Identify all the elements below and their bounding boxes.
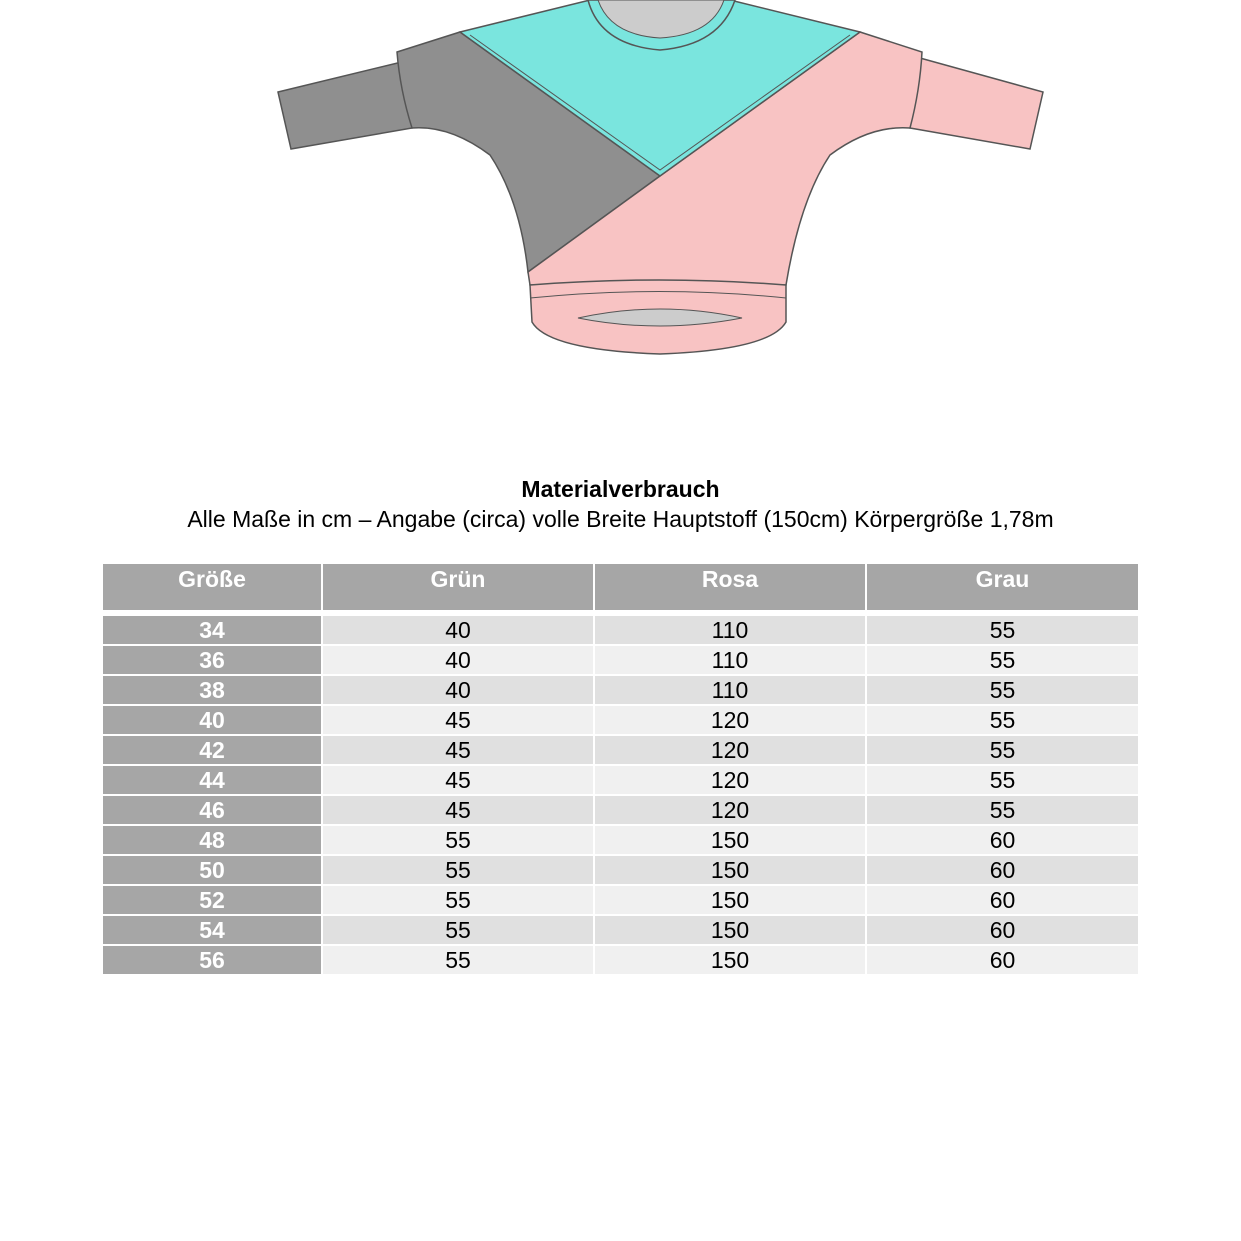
cell-size: 40 (103, 706, 323, 736)
cell-size: 44 (103, 766, 323, 796)
table-row (103, 616, 1138, 646)
cell-green: 40 (323, 616, 595, 646)
cell-size: 48 (103, 826, 323, 856)
cell-pink: 120 (595, 706, 867, 736)
table-row (103, 916, 1138, 946)
cell-pink: 110 (595, 676, 867, 706)
cell-size: 56 (103, 946, 323, 976)
header-size: Größe (103, 564, 323, 610)
table-header-row (103, 564, 1138, 610)
material-table-wrap (103, 564, 1138, 976)
table-row (103, 796, 1138, 826)
table-row (103, 736, 1138, 766)
table-row (103, 826, 1138, 856)
cell-pink: 150 (595, 826, 867, 856)
cell-size: 42 (103, 736, 323, 766)
cell-size: 36 (103, 646, 323, 676)
header-gray: Grau (867, 564, 1138, 610)
cell-size: 46 (103, 796, 323, 826)
table-row (103, 646, 1138, 676)
cell-green: 40 (323, 646, 595, 676)
cell-gray: 60 (867, 946, 1138, 976)
cell-gray: 55 (867, 676, 1138, 706)
sweater-illustration (0, 0, 1241, 380)
right-sleeve (910, 58, 1043, 149)
table-row (103, 856, 1138, 886)
page-subtitle: Alle Maße in cm – Angabe (circa) volle Breite Hauptstoff (150cm) Körpergröße 1,78m (187, 506, 1054, 532)
cell-size: 52 (103, 886, 323, 916)
cell-gray: 55 (867, 796, 1138, 826)
table-row (103, 706, 1138, 736)
table-row (103, 946, 1138, 976)
cell-gray: 55 (867, 766, 1138, 796)
cell-pink: 120 (595, 736, 867, 766)
cell-pink: 110 (595, 646, 867, 676)
cell-gray: 60 (867, 826, 1138, 856)
cell-green: 55 (323, 826, 595, 856)
cell-gray: 60 (867, 886, 1138, 916)
cell-gray: 55 (867, 646, 1138, 676)
cell-gray: 55 (867, 616, 1138, 646)
cell-pink: 110 (595, 616, 867, 646)
cell-green: 40 (323, 676, 595, 706)
cell-green: 45 (323, 736, 595, 766)
cell-pink: 120 (595, 796, 867, 826)
cell-pink: 150 (595, 886, 867, 916)
cell-green: 55 (323, 886, 595, 916)
cell-green: 55 (323, 856, 595, 886)
cell-gray: 60 (867, 856, 1138, 886)
cell-gray: 55 (867, 736, 1138, 766)
table-row (103, 886, 1138, 916)
cell-size: 50 (103, 856, 323, 886)
cell-pink: 150 (595, 946, 867, 976)
cell-green: 55 (323, 916, 595, 946)
cell-size: 34 (103, 616, 323, 646)
table-row (103, 766, 1138, 796)
cell-green: 45 (323, 766, 595, 796)
cell-green: 55 (323, 946, 595, 976)
page-title: Materialverbrauch (521, 476, 720, 502)
cell-size: 54 (103, 916, 323, 946)
cell-gray: 60 (867, 916, 1138, 946)
material-table (103, 564, 1138, 976)
table-row (103, 676, 1138, 706)
cell-pink: 150 (595, 916, 867, 946)
cell-size: 38 (103, 676, 323, 706)
cell-green: 45 (323, 796, 595, 826)
cell-green: 45 (323, 706, 595, 736)
heading-block (0, 474, 1241, 534)
cell-gray: 55 (867, 706, 1138, 736)
header-green: Grün (323, 564, 595, 610)
left-sleeve (278, 60, 412, 149)
header-pink: Rosa (595, 564, 867, 610)
cell-pink: 120 (595, 766, 867, 796)
cell-pink: 150 (595, 856, 867, 886)
